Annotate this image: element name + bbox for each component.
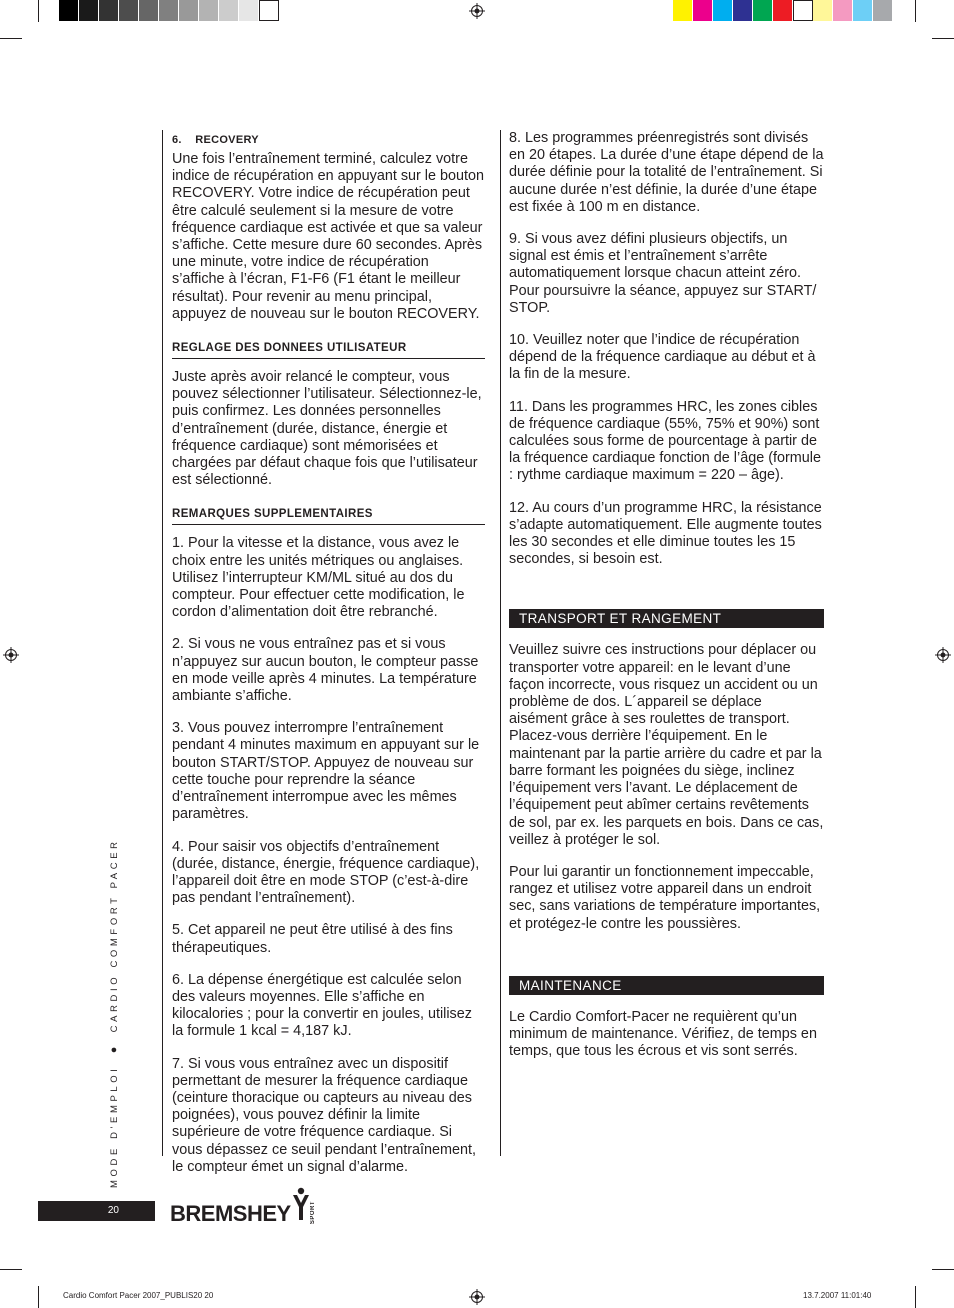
color-swatch [813, 0, 833, 21]
remark-item: 12. Au cours d’un programme HRC, la résistance s’adapte automatiquement. Elle augmente toutes les 30 secondes et elle diminue toutes les 15 secondes, si besoin est. [509, 499, 822, 568]
right-column [509, 130, 824, 1074]
crop-mark [38, 1286, 39, 1308]
recovery-paragraph: Une fois l’entraînement terminé, calculez votre indice de récupération en appuyant sur le bouton RECOVERY. Votre indice de récupération peut être calculé seulement si la mesure de votre fréquence cardiaque est activée et que sa valeur s’affiche. Cette mesure dure 60 secondes. Après une minute, votre indice de récupération s’affiche à l’écran, F1-F6 (F1 étant le meilleur résultat). Pour revenir au menu principal, appuyez de nouveau sur le bouton RECOVERY. [172, 151, 485, 322]
color-swatch [833, 0, 853, 21]
color-swatch [753, 0, 773, 21]
column-divider [500, 130, 501, 1156]
remark-item: 10. Veuillez noter que l’indice de récupération dépend de la fréquence cardiaque au début et à la fin de la mesure. [509, 332, 816, 383]
registration-mark-icon [3, 647, 19, 663]
left-column [172, 134, 485, 1176]
color-swatch [239, 0, 259, 21]
brand-figure-icon [292, 1187, 310, 1221]
brand-sub: SPORT [309, 1200, 316, 1224]
transport-paragraph: Veuillez suivre ces instructions pour déplacer ou transporter votre appareil: en le levant d’une façon incorrecte, vous risquez un accident ou un problème de dos. L´appareil se déplace aisément grâce à ses roulettes de transport. Placez-vous derrière l’équipement. En le maintenant par la partie arrière du cadre et par la barre formant les poignées du siège, inclinez l’équipement vers l’avant. Le déplacement de l’équipement peut abîmer certains revêtements de sol, par ex. les parquets en bois. Dans ce cas, veillez à protéger le sol. [509, 642, 824, 848]
crop-mark [932, 1269, 954, 1270]
user-settings-paragraph: Juste après avoir relancé le compteur, vous pouvez sélectionner l’utilisateur. Sélectionnez-le, puis confirmez. Les données personnelles d’entraînement (durée, distance, énergie et fréquence cardiaque) sont mémorisées et chargées par défaut chaque fois que l’utilisateur est sélectionné. [172, 369, 482, 489]
color-swatch [853, 0, 873, 21]
user-settings-heading: REGLAGE DES DONNEES UTILISATEUR [172, 341, 485, 359]
remark-item: 5. Cet appareil ne peut être utilisé à des fins thérapeutiques. [172, 922, 453, 956]
recovery-heading: 6. RECOVERY [172, 134, 259, 146]
remark-item: 8. Les programmes préenregistrés sont divisés en 20 étapes. La durée d’une étape dépend de la durée définie pour la totalité de l’entraînement. Si aucune durée n’est définie, la durée d’une étape est fixée à 100 m en distance. [509, 130, 824, 215]
product-label: CARDIO COMFORT PACER [109, 838, 120, 1033]
color-swatch [139, 0, 159, 21]
crop-mark [932, 38, 954, 39]
color-swatch [219, 0, 239, 21]
color-swatch [119, 0, 139, 21]
crop-mark [0, 1269, 22, 1270]
brand-logo [170, 1187, 316, 1226]
maintenance-heading: MAINTENANCE [509, 976, 824, 995]
color-swatch [773, 0, 793, 21]
gray-color-bar [59, 0, 279, 21]
color-swatch [199, 0, 219, 21]
storage-paragraph: Pour lui garantir un fonctionnement impeccable, rangez et utilisez votre appareil dans un endroit sec, sans variations de température importantes, et protégez-le contre les poussières. [509, 863, 821, 932]
remark-item: 2. Si vous ne vous entraînez pas et si vous n’appuyez sur aucun bouton, le compteur passe en mode veille après 4 minutes. La température ambiante s’affiche. [172, 636, 479, 705]
page-number: 20 [38, 1201, 155, 1221]
bullet-icon: ● [108, 1046, 120, 1054]
color-swatch [673, 0, 693, 21]
crop-mark [0, 38, 22, 39]
color-swatch [159, 0, 179, 21]
remark-item: 1. Pour la vitesse et la distance, vous avez le choix entre les unités métriques ou anglaises. Utilisez l’interrupteur KM/ML situé au dos du compteur. Pour effectuer cette modification, le cordon d’alimentation doit être rebranché. [172, 535, 465, 621]
color-swatch [873, 0, 893, 21]
registration-mark-icon [935, 647, 951, 663]
crop-mark [915, 0, 916, 22]
footer-file-info: Cardio Comfort Pacer 2007_PUBLIS20 20 [63, 1291, 214, 1300]
manual-label: MODE D'EMPLOI [109, 1065, 120, 1188]
color-swatch [179, 0, 199, 21]
remark-item: 9. Si vous avez défini plusieurs objectifs, un signal est émis et l’entraînement s’arrête automatiquement lorsque chacun atteint zéro. Pour poursuivre la séance, appuyez sur START/ STOP. [509, 231, 817, 316]
remark-item: 4. Pour saisir vos objectifs d’entraînement (durée, distance, énergie, fréquence cardiaque), l’appareil doit être en mode STOP (c’est-à-dire pas pendant l’entraînement). [172, 838, 480, 907]
column-divider [162, 130, 163, 1156]
crop-mark [38, 0, 39, 22]
color-swatch [693, 0, 713, 21]
color-swatch [59, 0, 79, 21]
color-swatch [99, 0, 119, 21]
color-swatch [713, 0, 733, 21]
remarks-heading: REMARQUES SUPPLEMENTAIRES [172, 507, 485, 525]
remark-item: 6. La dépense énergétique est calculée selon des valeurs moyennes. Elle s’affiche en kilocalories ; pour la convertir en joules, utilisez la formule 1 kcal = 4,187 kJ. [172, 971, 472, 1040]
process-color-bar [673, 0, 893, 21]
brand-name: BREMSHEY [170, 1201, 291, 1226]
maintenance-paragraph: Le Cardio Comfort-Pacer ne requièrent qu’un minimum de maintenance. Vérifiez, de temps en temps, que tous les écrous et vis sont serrés. [509, 1008, 817, 1060]
transport-heading: TRANSPORT ET RANGEMENT [509, 609, 824, 628]
color-swatch [259, 0, 279, 21]
crop-mark [915, 1286, 916, 1308]
color-swatch [79, 0, 99, 21]
remark-item: 7. Si vous vous entraînez avec un dispositif permettant de mesurer la fréquence cardiaque (ceinture thoracique ou capteurs au niveau des poignées), vous pouvez définir la limite supérieure de votre fréquence cardiaque. Si vous dépassez ce seuil pendant l’entraînement, le compteur émet un signal d’alarme. [172, 1055, 476, 1175]
registration-mark-icon [469, 3, 485, 19]
sidebar-vertical-text [108, 838, 122, 1188]
color-swatch [733, 0, 753, 21]
remark-item: 3. Vous pouvez interrompre l’entraînement pendant 4 minutes maximum en appuyant sur le bouton START/STOP. Appuyez de nouveau sur cette touche pour reprendre la séance d’entraînement interrompue avec les mêmes paramètres. [172, 720, 480, 823]
color-swatch [793, 0, 813, 21]
registration-mark-icon [469, 1289, 485, 1305]
footer-timestamp: 13.7.2007 11:01:40 [803, 1291, 872, 1300]
remark-item: 11. Dans les programmes HRC, les zones cibles de fréquence cardiaque (55%, 75% et 90%) sont calculées sous forme de pourcentage à partir de la fréquence cardiaque fonction de l’âge (formule : rythme cardiaque maximum = 220 – âge). [509, 398, 821, 484]
